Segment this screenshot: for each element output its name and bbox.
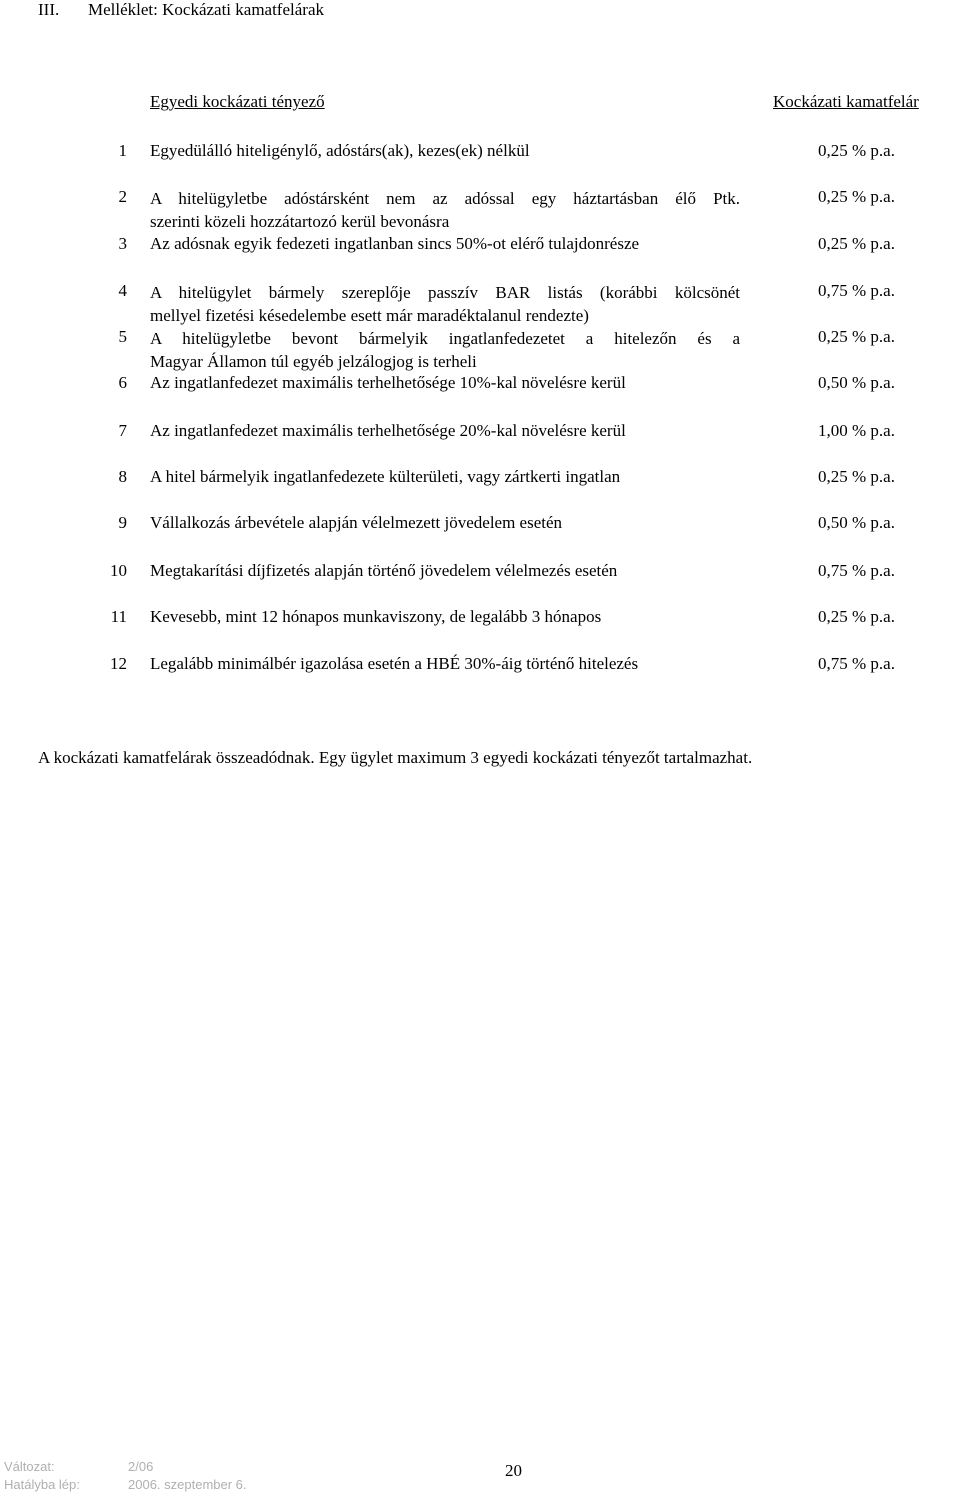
note-text: A kockázati kamatfelárak összeadódnak. Egy ügylet maximum 3 egyedi kockázati tényezőt tartalmazhat. (38, 748, 753, 767)
row-description (150, 187, 740, 233)
row-description (150, 281, 740, 327)
row-description-line1: A hitelügyletbe adóstársként nem az adóssal egy háztartásban élő Ptk. (150, 189, 740, 208)
page-number: 20 (505, 1461, 522, 1480)
row-rate: 0,25 % p.a. (818, 187, 895, 206)
row-number: 5 (118, 327, 127, 346)
row-number: 11 (110, 607, 127, 626)
row-rate: 0,75 % p.a. (818, 654, 895, 673)
row-description-line2: szerinti közeli hozzátartozó kerül bevonásra (150, 212, 450, 231)
row-rate: 0,25 % p.a. (818, 327, 895, 346)
row-number: 10 (110, 561, 127, 580)
row-description: A hitel bármelyik ingatlanfedezete külterületi, vagy zártkerti ingatlan (150, 467, 621, 486)
footer-effective-value: 2006. szeptember 6. (128, 1477, 247, 1492)
row-description-line1: A hitelügyletbe bevont bármelyik ingatlanfedezetet a hitelezőn és a (150, 329, 740, 348)
row-rate: 0,25 % p.a. (818, 607, 895, 626)
row-description: Egyedülálló hiteligénylő, adóstárs(ak), kezes(ek) nélkül (150, 141, 530, 160)
row-number: 9 (118, 513, 127, 532)
row-description: Kevesebb, mint 12 hónapos munkaviszony, de legalább 3 hónapos (150, 607, 602, 626)
row-number: 2 (118, 187, 127, 206)
section-heading (38, 0, 324, 20)
row-description: Legalább minimálbér igazolása esetén a HBÉ 30%-áig történő hitelezés (150, 654, 639, 673)
row-description: Az ingatlanfedezet maximális terhelhetősége 20%-kal növelésre kerül (150, 421, 626, 440)
row-description-line2: mellyel fizetési késedelembe esett már maradéktalanul rendezte) (150, 306, 589, 325)
row-description: Az ingatlanfedezet maximális terhelhetősége 10%-kal növelésre kerül (150, 373, 626, 392)
row-number: 7 (118, 421, 127, 440)
section-number: III. (38, 0, 60, 19)
footer-version-value: 2/06 (128, 1459, 154, 1474)
row-rate: 1,00 % p.a. (818, 421, 895, 440)
section-title: Melléklet: Kockázati kamatfelárak (88, 0, 324, 19)
row-rate: 0,25 % p.a. (818, 141, 895, 160)
row-rate: 0,25 % p.a. (818, 234, 895, 253)
row-number: 3 (118, 234, 127, 253)
row-number: 12 (110, 654, 127, 673)
row-rate: 0,50 % p.a. (818, 513, 895, 532)
column-header-factor: Egyedi kockázati tényező (150, 92, 325, 111)
row-description-line2: Magyar Államon túl egyéb jelzálogjog is terheli (150, 352, 477, 371)
row-rate: 0,25 % p.a. (818, 467, 895, 486)
row-rate: 0,75 % p.a. (818, 281, 895, 300)
row-description: Megtakarítási díjfizetés alapján történő jövedelem vélelmezés esetén (150, 561, 618, 580)
row-number: 4 (118, 281, 127, 300)
row-rate: 0,50 % p.a. (818, 373, 895, 392)
column-header-rate: Kockázati kamatfelár (773, 92, 919, 111)
footer-version-label: Változat: (4, 1459, 55, 1474)
row-number: 1 (118, 141, 127, 160)
row-description: Vállalkozás árbevétele alapján vélelmezett jövedelem esetén (150, 513, 563, 532)
row-description: Az adósnak egyik fedezeti ingatlanban sincs 50%-ot elérő tulajdonrésze (150, 234, 640, 253)
row-description-line1: A hitelügylet bármely szereplője passzív BAR listás (korábbi kölcsönét (150, 283, 740, 302)
row-description (150, 327, 740, 373)
footer-effective-label: Hatályba lép: (4, 1477, 80, 1492)
row-number: 8 (118, 467, 127, 486)
row-rate: 0,75 % p.a. (818, 561, 895, 580)
row-number: 6 (118, 373, 127, 392)
